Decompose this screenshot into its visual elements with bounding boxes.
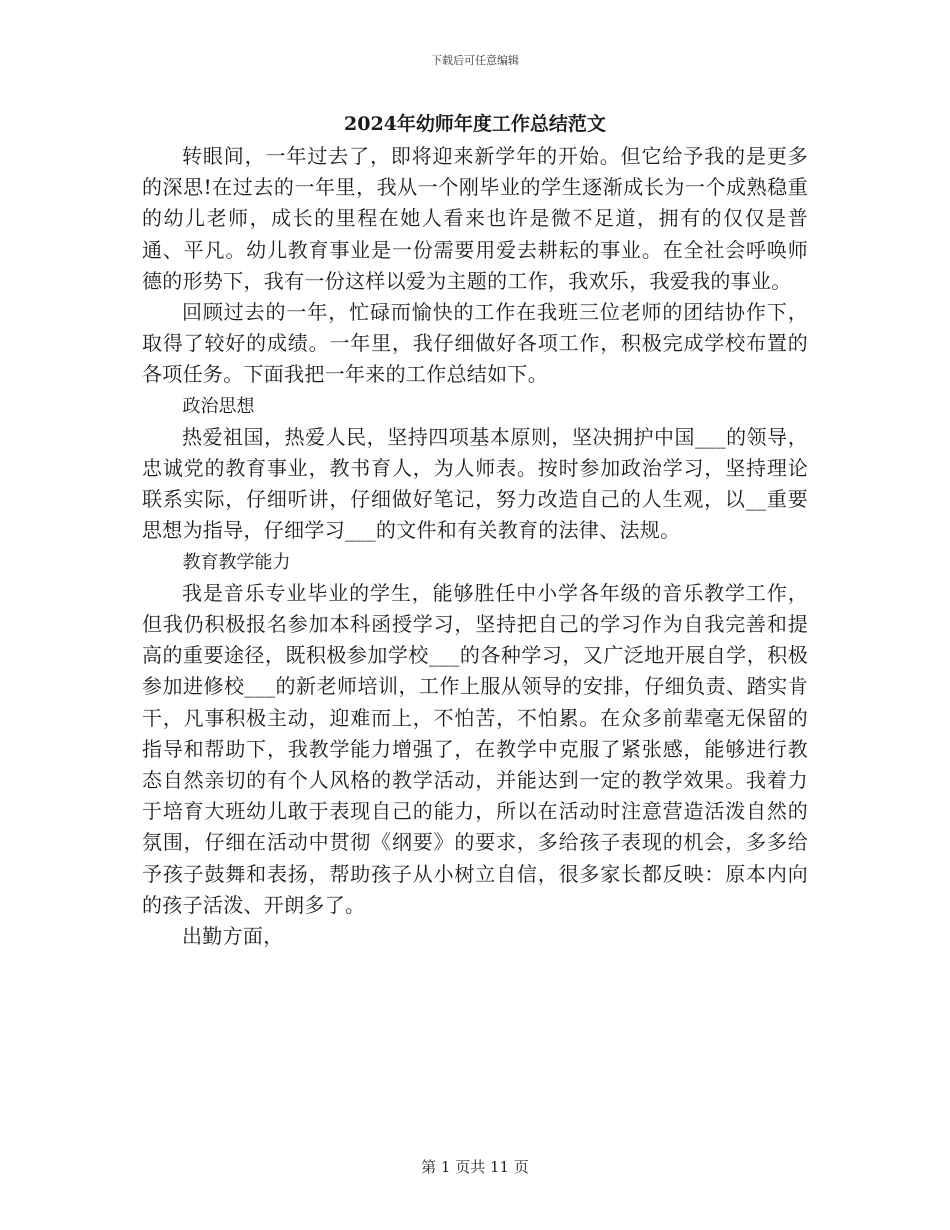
paragraph-intro: 转眼间，一年过去了，即将迎来新学年的开始。但它给予我的是更多的深思!在过去的一年里，我从一个刚毕业的学生逐渐成长为一个成熟稳重的幼儿老师，成长的里程在她人看来也许是微不足道，拥有的仅仅是普通、平凡。幼儿教育事业是一份需要用爱去耕耘的事业。在全社会呼唤师德的形势下，我有一份这样以爱为主题的工作，我欢乐，我爱我的事业。 [142, 144, 808, 293]
document-body [142, 141, 808, 952]
paragraph-teaching: 我是音乐专业毕业的学生，能够胜任中小学各年级的音乐教学工作，但我仍积极报名参加本科函授学习，坚持把自己的学习作为自我完善和提高的重要途径，既积极参加学校___的各种学习，又广泛地开展自学，积极参加进修校___的新老师培训，工作上服从领导的安排，仔细负责、踏实肯干，凡事积极主动，迎难而上，不怕苦，不怕累。在众多前辈毫无保留的指导和帮助下，我教学能力增强了，在教学中克服了紧张感，能够进行教态自然亲切的有个人风格的教学活动，并能达到一定的教学效果。我着力于培育大班幼儿敢于表现自己的能力，所以在活动时注意营造活泼自然的氛围，仔细在活动中贯彻《纲要》的要求，多给孩子表现的机会，多多给予孩子鼓舞和表扬，帮助孩子从小树立自信，很多家长都反映：原本内向的孩子活泼、开朗多了。 [142, 580, 808, 917]
document-title: 2024年幼师年度工作总结范文 [344, 113, 606, 135]
section-heading-politics: 政治思想 [182, 395, 255, 417]
header-note: 下载后可任意编辑 [431, 54, 519, 67]
page-number-footer: 第 1 页共 11 页 [421, 1158, 529, 1176]
section-heading-teaching: 教育教学能力 [182, 551, 291, 573]
paragraph-review: 回顾过去的一年，忙碌而愉快的工作在我班三位老师的团结协作下，取得了较好的成绩。一年里，我仔细做好各项工作，积极完成学校布置的各项任务。下面我把一年来的工作总结如下。 [142, 300, 808, 387]
paragraph-politics: 热爱祖国，热爱人民，坚持四项基本原则，坚决拥护中国___的领导，忠诚党的教育事业，教书育人，为人师表。按时参加政治学习，坚持理论联系实际，仔细听讲，仔细做好笔记，努力改造自己的人生观，以__重要思想为指导，仔细学习___的文件和有关教育的法律、法规。 [142, 424, 808, 543]
paragraph-attendance: 出勤方面， [182, 924, 284, 949]
